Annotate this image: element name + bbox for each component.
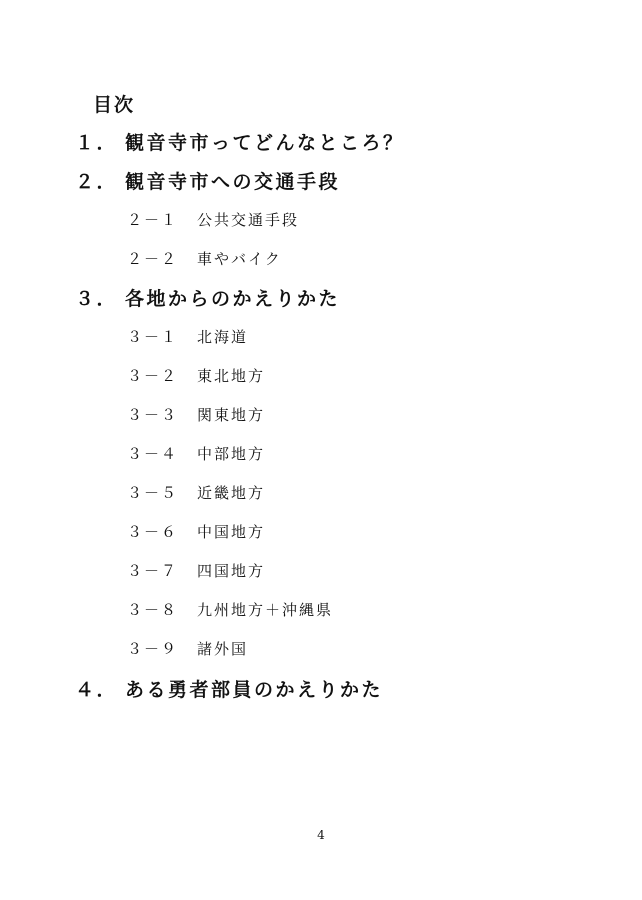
toc-number: ３－３ [127,406,179,424]
toc-text: 九州地方＋沖縄県 [197,601,334,619]
toc-chapter-3 [75,290,340,309]
toc-text: 関東地方 [197,406,266,424]
toc-number: １． [75,132,119,154]
toc-number: ３－２ [127,367,179,385]
toc-number: ２－１ [127,211,179,229]
toc-section-2-1 [127,213,299,228]
toc-section-3-4 [127,447,265,462]
toc-number: ３－９ [127,640,179,658]
toc-section-3-6 [127,525,265,540]
toc-number: ３－８ [127,601,179,619]
page-number: 4 [317,828,325,842]
toc-title: 目次 [93,94,136,116]
toc-section-3-5 [127,486,265,501]
toc-section-3-2 [127,369,265,384]
toc-text: 北海道 [197,328,249,346]
toc-number: ３－５ [127,484,179,502]
toc-text: 近畿地方 [197,484,266,502]
toc-number: ３－４ [127,445,179,463]
toc-text: 四国地方 [197,562,266,580]
toc-text: 東北地方 [197,367,266,385]
toc-section-3-8 [127,603,333,618]
toc-text: 観音寺市への交通手段 [125,171,341,193]
toc-number: ２． [75,171,119,193]
toc-text: 中部地方 [197,445,266,463]
toc-number: ３． [75,288,119,310]
toc-section-3-9 [127,642,248,657]
toc-text: 車やバイク [197,250,282,268]
toc-text: 中国地方 [197,523,266,541]
toc-text: 公共交通手段 [197,211,300,229]
toc-chapter-1 [75,134,405,153]
toc-chapter-2 [75,173,340,192]
toc-number: ３－１ [127,328,179,346]
toc-number: ３－６ [127,523,179,541]
toc-section-3-1 [127,330,248,345]
toc-text: 各地からのかえりかた [125,288,341,310]
toc-section-3-3 [127,408,265,423]
toc-text: ある勇者部員のかえりかた [125,679,384,701]
toc-section-2-2 [127,252,282,267]
toc-section-3-7 [127,564,265,579]
toc-text: 観音寺市ってどんなところ？ [125,132,405,154]
toc-chapter-4 [75,681,383,700]
toc-text: 諸外国 [197,640,249,658]
toc-number: ４． [75,679,119,701]
toc-number: ３－７ [127,562,179,580]
toc-number: ２－２ [127,250,179,268]
